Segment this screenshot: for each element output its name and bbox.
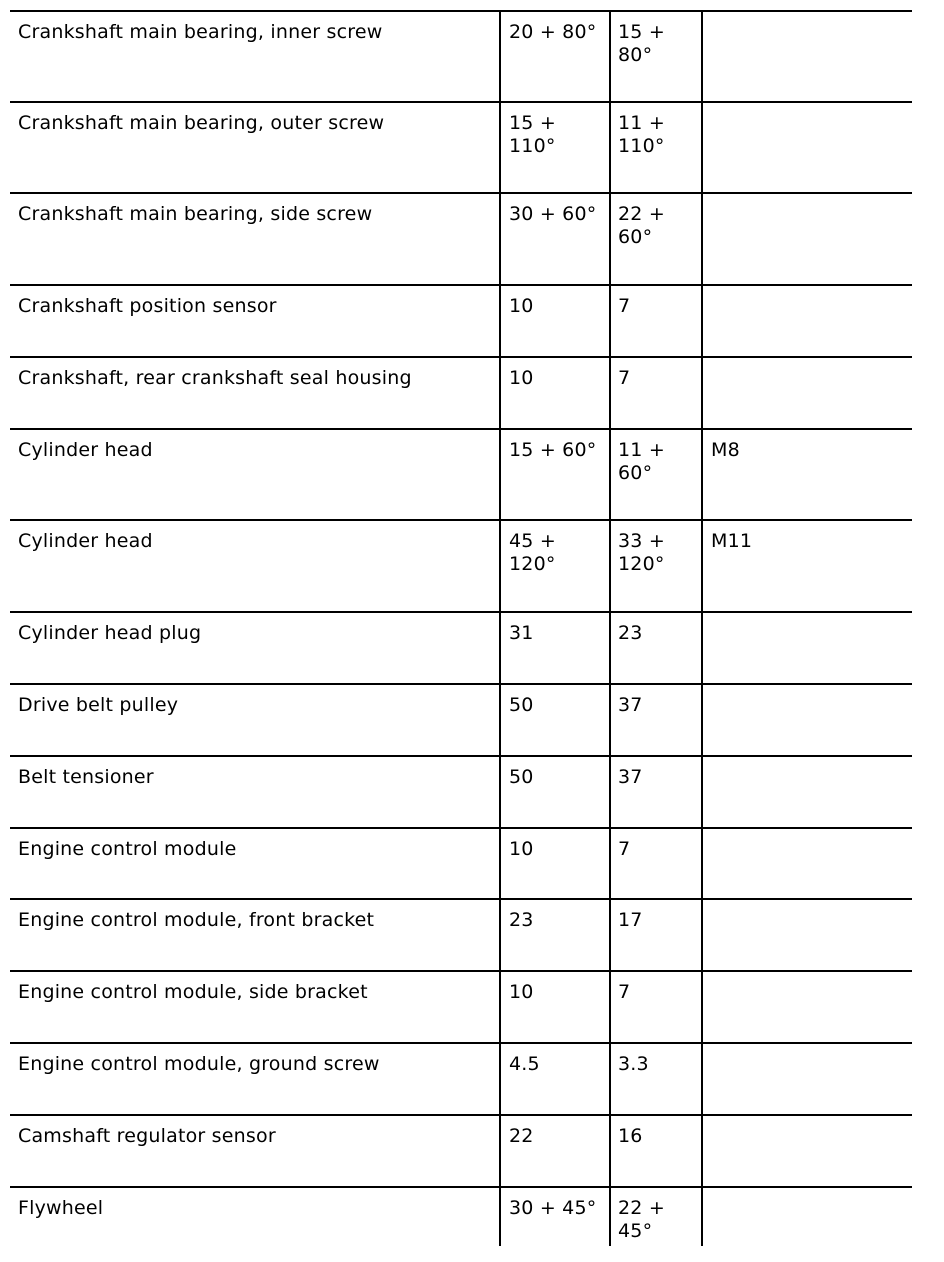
table-row [10,1186,912,1246]
component-cell: Crankshaft position sensor [18,295,277,317]
component-cell: Crankshaft main bearing, outer screw [18,112,385,134]
note-cell: M11 [701,521,912,611]
torque-spec-table [10,10,912,1246]
component-cell: Flywheel [18,1197,104,1219]
table-row [10,101,912,192]
torque-nm-cell: 22 [499,1116,609,1186]
note-cell [701,1044,912,1114]
table-row [10,10,912,101]
note-cell [701,900,912,970]
torque-nm-cell: 50 [499,757,609,827]
table-row [10,284,912,356]
torque-ftlb-cell: 37 [609,685,701,755]
torque-nm-cell: 20 + 80° [499,12,609,101]
component-cell: Engine control module, ground screw [18,1053,380,1075]
component-cell: Engine control module, side bracket [18,981,368,1003]
table-row [10,611,912,683]
component-cell: Cylinder head plug [18,622,202,644]
torque-nm-cell: 45 + 120° [499,521,609,611]
component-cell: Belt tensioner [18,766,154,788]
torque-nm-cell: 50 [499,685,609,755]
torque-ftlb-cell: 22 + 45° [609,1188,701,1246]
torque-nm-cell: 30 + 45° [499,1188,609,1246]
torque-ftlb-cell: 22 + 60° [609,194,701,284]
component-cell: Camshaft regulator sensor [18,1125,276,1147]
table-row [10,755,912,827]
torque-nm-cell: 15 + 110° [499,103,609,192]
note-cell [701,829,912,898]
torque-ftlb-cell: 7 [609,286,701,356]
torque-nm-cell: 23 [499,900,609,970]
note-cell [701,1116,912,1186]
component-cell: Engine control module, front bracket [18,909,375,931]
torque-ftlb-cell: 7 [609,972,701,1042]
component-cell: Engine control module [18,838,237,860]
component-cell: Crankshaft, rear crankshaft seal housing [18,367,412,389]
torque-ftlb-cell: 16 [609,1116,701,1186]
note-cell [701,613,912,683]
torque-ftlb-cell: 37 [609,757,701,827]
component-cell: Crankshaft main bearing, inner screw [18,21,383,43]
table-row [10,1114,912,1186]
component-cell: Cylinder head [18,530,153,552]
table-row [10,519,912,611]
torque-ftlb-cell: 23 [609,613,701,683]
torque-nm-cell: 15 + 60° [499,430,609,519]
torque-ftlb-cell: 7 [609,358,701,428]
torque-ftlb-cell: 3.3 [609,1044,701,1114]
table-row [10,827,912,898]
note-cell [701,12,912,101]
torque-nm-cell: 10 [499,358,609,428]
note-cell [701,194,912,284]
component-cell: Crankshaft main bearing, side screw [18,203,373,225]
note-cell [701,286,912,356]
note-cell [701,972,912,1042]
torque-nm-cell: 10 [499,286,609,356]
note-cell [701,358,912,428]
note-cell: M8 [701,430,912,519]
torque-nm-cell: 10 [499,972,609,1042]
table-row [10,970,912,1042]
note-cell [701,757,912,827]
note-cell [701,1188,912,1246]
torque-nm-cell: 30 + 60° [499,194,609,284]
table-row [10,428,912,519]
table-row [10,192,912,284]
note-cell [701,685,912,755]
torque-nm-cell: 4.5 [499,1044,609,1114]
note-cell [701,103,912,192]
torque-ftlb-cell: 11 + 60° [609,430,701,519]
table-row [10,683,912,755]
torque-ftlb-cell: 11 + 110° [609,103,701,192]
torque-nm-cell: 10 [499,829,609,898]
table-row [10,356,912,428]
component-cell: Cylinder head [18,439,153,461]
torque-ftlb-cell: 15 + 80° [609,12,701,101]
torque-nm-cell: 31 [499,613,609,683]
table-row [10,1042,912,1114]
torque-ftlb-cell: 7 [609,829,701,898]
torque-ftlb-cell: 33 + 120° [609,521,701,611]
component-cell: Drive belt pulley [18,694,179,716]
torque-ftlb-cell: 17 [609,900,701,970]
table-row [10,898,912,970]
